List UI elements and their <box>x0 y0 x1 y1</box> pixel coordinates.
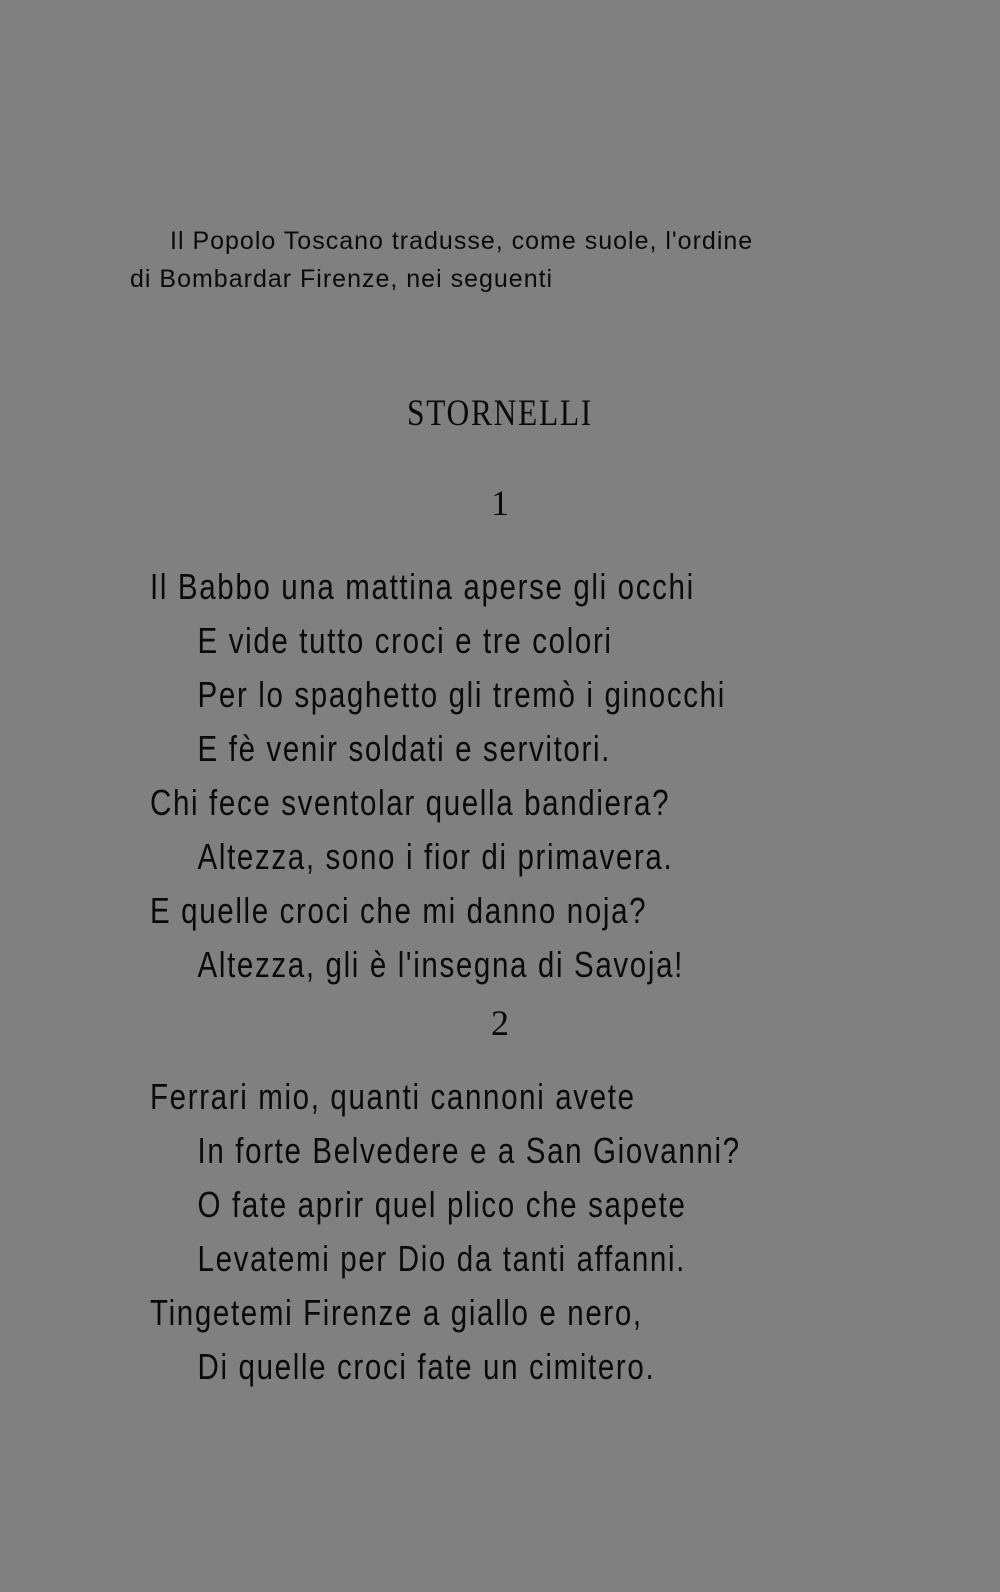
verse-line: Altezza, sono i fior di primavera. <box>197 836 674 877</box>
intro-line: Il Popolo Toscano tradusse, come suole, l'ordine <box>170 227 754 255</box>
verse-line: Chi fece sventolar quella bandiera? <box>150 782 671 823</box>
intro-line: di Bombardar Firenze, nei seguenti <box>130 265 554 293</box>
poem-title: STORNELLI <box>407 393 593 434</box>
verse-line: Il Babbo una mattina aperse gli occhi <box>150 566 695 607</box>
verse-line: Ferrari mio, quanti cannoni avete <box>150 1076 636 1117</box>
stanza-2 <box>150 1070 870 1394</box>
verse-line: Di quelle croci fate un cimitero. <box>197 1346 656 1387</box>
verse-line: Per lo spaghetto gli tremò i ginocchi <box>197 674 726 715</box>
verse-line: E quelle croci che mi danno noja? <box>150 890 648 931</box>
verse-line: E vide tutto croci e tre colori <box>197 620 613 661</box>
verse-line: Altezza, gli è l'insegna di Savoja! <box>197 944 684 985</box>
verse-line: In forte Belvedere e a San Giovanni? <box>197 1130 741 1171</box>
verse-line: Levatemi per Dio da tanti affanni. <box>197 1238 687 1279</box>
verse-line: E fè venir soldati e servitori. <box>197 728 611 769</box>
stanza-1 <box>150 560 870 992</box>
verse-line: Tingetemi Firenze a giallo e nero, <box>150 1292 643 1333</box>
verse-line: O fate aprir quel plico che sapete <box>197 1184 687 1225</box>
intro-paragraph <box>130 222 870 298</box>
section-number: 1 <box>491 483 509 523</box>
section-number: 2 <box>491 1003 509 1043</box>
